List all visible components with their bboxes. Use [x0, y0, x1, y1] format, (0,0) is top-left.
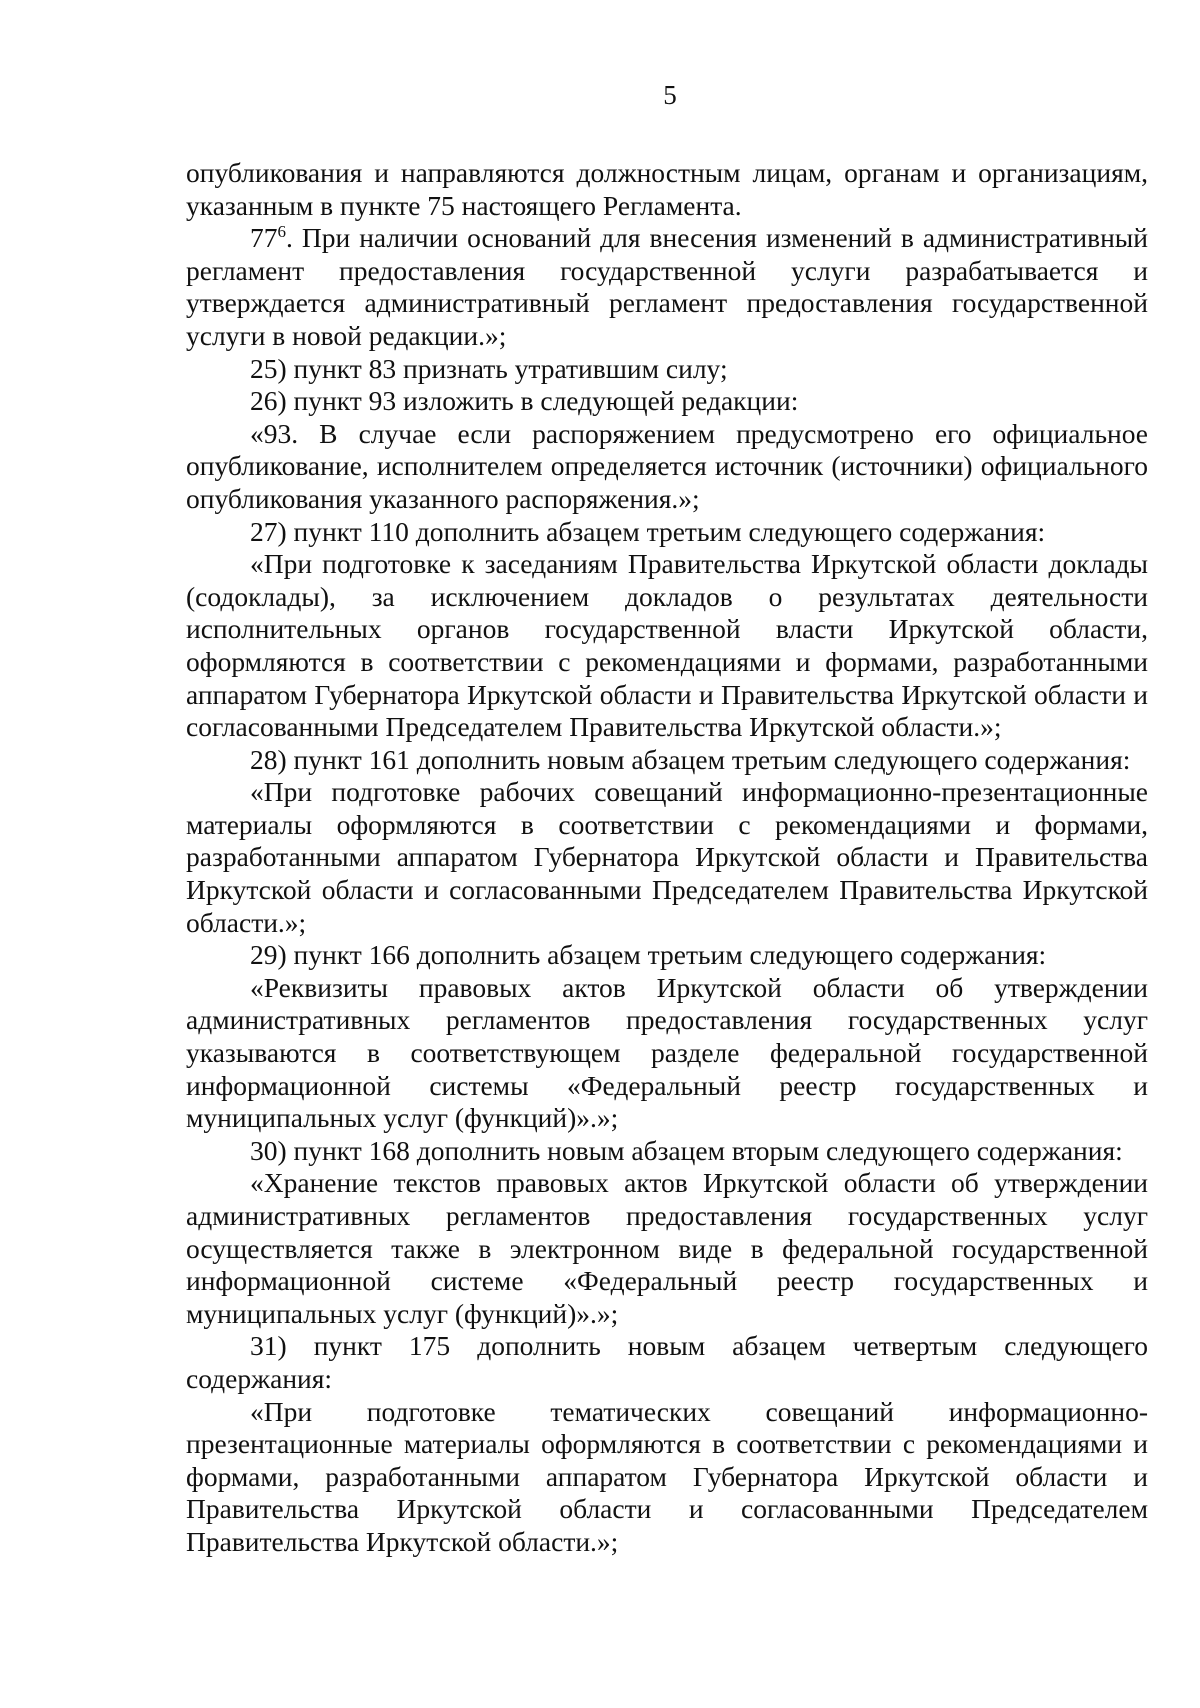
paragraph: «При подготовке рабочих совещаний информационно-презентационные материалы оформляются в соответствии с рекомендациями и формами, разработанными аппаратом Губернатора Иркутской области и Правительства Иркутской области и согласованными Председателем Правительства Иркутской области.»;: [186, 776, 1148, 938]
paragraph: 29) пункт 166 дополнить абзацем третьим следующего содержания:: [250, 939, 1047, 971]
paragraph: 30) пункт 168 дополнить новым абзацем вторым следующего содержания:: [250, 1134, 1123, 1166]
paragraph-number: 77: [250, 222, 278, 254]
paragraph-text: . При наличии оснований для внесения изменений в административный регламент предоставления государственной услуги разрабатывается и утверждается административный регламент предоставления государственной услуги в новой редакции.»;: [186, 222, 1148, 351]
paragraph: 27) пункт 110 дополнить абзацем третьим следующего содержания:: [250, 515, 1046, 547]
paragraph: «Хранение текстов правовых актов Иркутской области об утверждении административных регламентов предоставления государственных услуг осуществляется также в электронном виде в федеральной государственной информационной системе «Федеральный реестр государственных и муниципальных услуг (функций)».»;: [186, 1167, 1148, 1329]
page-number: 5: [663, 80, 677, 110]
paragraph: 31) пункт 175 дополнить новым абзацем четвертым следующего содержания:: [186, 1330, 1148, 1394]
paragraph-number-superscript: 6: [277, 222, 286, 242]
paragraph: «Реквизиты правовых актов Иркутской области об утверждении административных регламентов предоставления государственных услуг указываются в соответствующем разделе федеральной государственной информационной системы «Федеральный реестр государственных и муниципальных услуг (функций)».»;: [186, 971, 1148, 1134]
paragraph: опубликования и направляются должностным лицам, органам и организациям, указанным в пункте 75 настоящего Регламента.: [186, 157, 1148, 221]
paragraph: 26) пункт 93 изложить в следующей редакции:: [250, 385, 799, 417]
paragraph: 28) пункт 161 дополнить новым абзацем третьим следующего содержания:: [250, 743, 1131, 775]
paragraph: «При подготовке тематических совещаний информационно-презентационные материалы оформляются в соответствии с рекомендациями и формами, разработанными аппаратом Губернатора Иркутской области и Правительства Иркутской области и согласованными Председателем Правительства Иркутской области.»;: [186, 1395, 1148, 1557]
paragraph: 25) пункт 83 признать утратившим силу;: [250, 352, 728, 384]
paragraph: [186, 222, 1148, 352]
document-body: [186, 157, 1148, 1559]
paragraph: «При подготовке к заседаниям Правительства Иркутской области доклады (содоклады), за исключением докладов о результатах деятельности исполнительных органов государственной власти Иркутской области, оформляются в соответствии с рекомендациями и формами, разработанными аппаратом Губернатора Иркутской области и Правительства Иркутской области и согласованными Председателем Правительства Иркутской области.»;: [186, 548, 1148, 743]
paragraph: «93. В случае если распоряжением предусмотрено его официальное опубликование, исполнителем определяется источник (источники) официального опубликования указанного распоряжения.»;: [186, 417, 1148, 514]
